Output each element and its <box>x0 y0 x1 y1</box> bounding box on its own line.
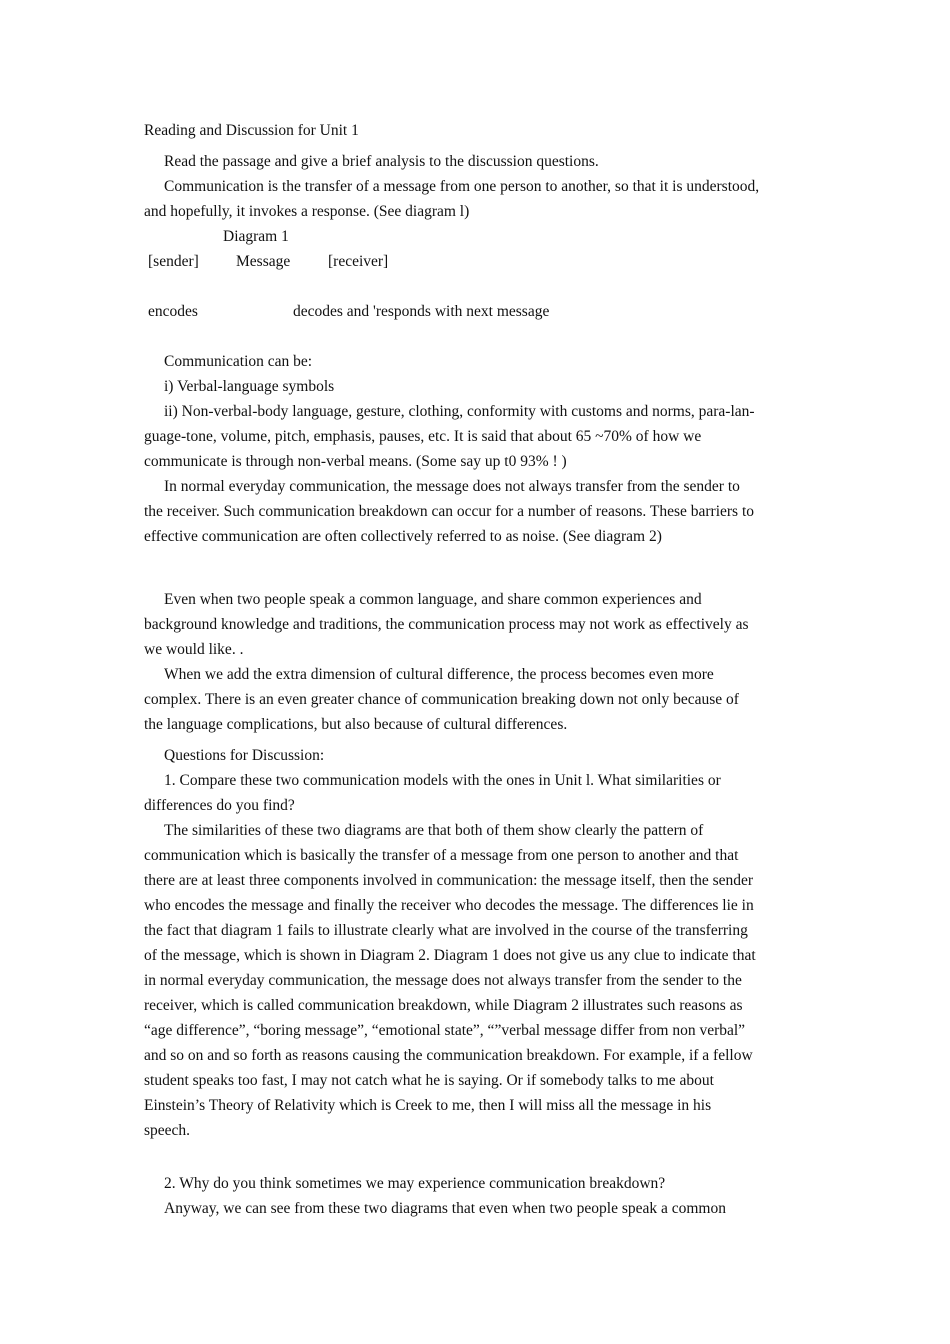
diagram-1-title: Diagram 1 <box>223 228 289 245</box>
verbal-item: i) Verbal-language symbols <box>164 378 335 395</box>
nonverbal-item: ii) Non-verbal-body language, gesture, clothing, conformity with customs and norms, para-lan- guage-tone, volume, pitch, emphasis, pauses, etc. It is said that about 65 ~70% of how we communicate is through non-verbal means. (Some say up t0 93% ! ) <box>144 403 755 470</box>
question-2: 2. Why do you think sometimes we may experience communication breakdown? <box>164 1175 666 1192</box>
paragraph-definition: Communication is the transfer of a message from one person to another, so that it is understood, and hopefully, it invokes a response. (See diagram l) <box>144 178 760 220</box>
paragraph-common-language: Even when two people speak a common language, and share common experiences and background knowledge and traditions, the communication process may not work as effectively as we would like. . <box>144 591 749 658</box>
diagram-decodes-label: decodes and 'responds with next message <box>293 303 550 320</box>
answer-2: Anyway, we can see from these two diagrams that even when two people speak a common <box>164 1200 726 1217</box>
intro-instruction: Read the passage and give a brief analysis to the discussion questions. <box>164 153 599 170</box>
document-page <box>144 118 816 1221</box>
questions-heading: Questions for Discussion: <box>164 747 325 764</box>
diagram-sender-label: [sender] <box>148 253 199 270</box>
diagram-receiver-label: [receiver] <box>328 253 389 270</box>
diagram-1 <box>144 224 816 324</box>
question-1: 1. Compare these two communication models with the ones in Unit l. What similarities or differences do you find? <box>144 772 721 814</box>
paragraph-noise: In normal everyday communication, the message does not always transfer from the sender to the receiver. Such communication breakdown can occur for a number of reasons. These barriers to effective communication are often collectively referred to as noise. (See diagram 2) <box>144 478 755 545</box>
communication-can-be: Communication can be: <box>164 353 313 370</box>
diagram-encodes-label: encodes <box>148 303 198 320</box>
answer-1: The similarities of these two diagrams are that both of them show clearly the pattern of communication which is basically the transfer of a message from one person to another and that there are at least three components involved in communication: the message itself, then the sender who encodes the message and finally the receiver who decodes the message. The differences lie in the fact that diagram 1 fails to illustrate clearly what are involved in the course of the transferring of the message, which is shown in Diagram 2. Diagram 1 does not give us any clue to indicate that in normal everyday communication, the message does not always transfer from the sender to the receiver, which is called communication breakdown, while Diagram 2 illustrates such reasons as “age difference”, “boring message”, “emotional state”, “”verbal message differ from non verbal” and so on and so forth as reasons causing the communication breakdown. For example, if a fellow student speaks too fast, I may not catch what he is saying. Or if somebody talks to me about Einstein’s Theory of Relativity which is Creek to me, then I will miss all the message in his speech. <box>144 822 756 1139</box>
diagram-message-label: Message <box>236 253 291 270</box>
paragraph-cultural: When we add the extra dimension of cultural difference, the process becomes even more complex. There is an even greater chance of communication breaking down not only because of the language complications, but also because of cultural differences. <box>144 666 739 733</box>
document-title: Reading and Discussion for Unit 1 <box>144 122 359 139</box>
